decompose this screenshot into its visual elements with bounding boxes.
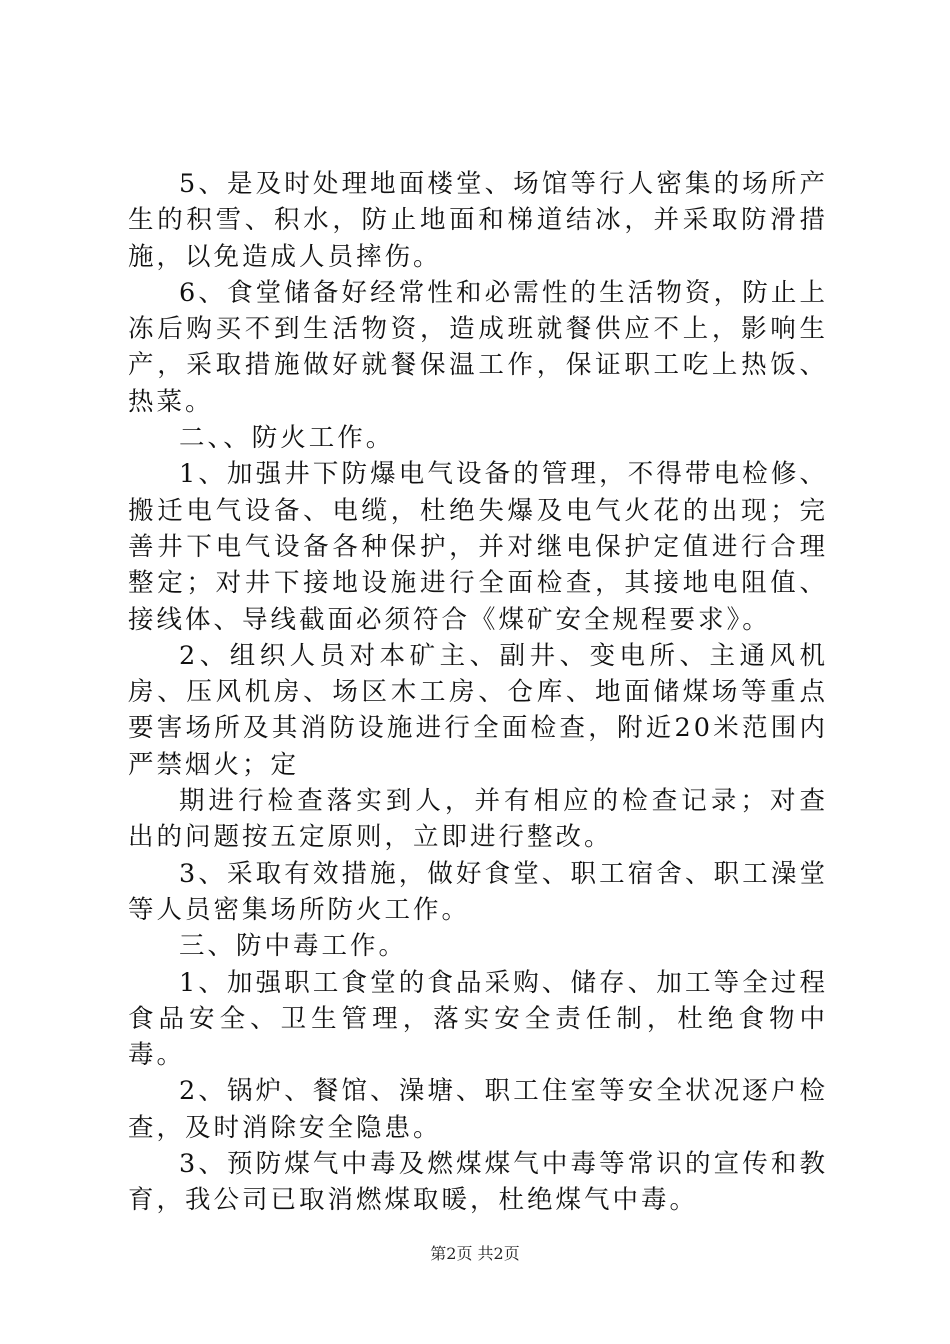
paragraph-poison-item-1-food-safety: 1、加强职工食堂的食品采购、储存、加工等全过程食品安全、卫生管理，落实安全责任制，杜绝食物中毒。 bbox=[128, 967, 828, 1071]
page-number-footer: 第2页 共2页 bbox=[430, 1244, 520, 1263]
paragraph-poison-item-2-boilers: 2、锅炉、餐馆、澡塘、职工住室等安全状况逐户检查，及时消除安全隐患。 bbox=[128, 1076, 828, 1143]
paragraph-fire-item-2-inspection: 2、组织人员对本矿主、副井、变电所、主通风机房、压风机房、场区木工房、仓库、地面储煤场等重点要害场所及其消防设施进行全面检查，附近20米范围内严禁烟火；定 bbox=[128, 640, 828, 780]
section-heading-fire-prevention: 二、、防火工作。 bbox=[179, 423, 395, 454]
paragraph-fire-item-3-dense-areas: 3、采取有效措施，做好食堂、职工宿舍、职工澡堂等人员密集场所防火工作。 bbox=[128, 858, 828, 925]
paragraph-item-6-canteen-supplies: 6、食堂储备好经常性和必需性的生活物资，防止上冻后购买不到生活物资，造成班就餐供应不上，影响生产，采取措施做好就餐保温工作，保证职工吃上热饭、热菜。 bbox=[128, 277, 828, 417]
section-heading-poisoning-prevention: 三、防中毒工作。 bbox=[179, 931, 408, 962]
paragraph-fire-item-2-continued: 期进行检查落实到人，并有相应的检查记录；对查出的问题按五定原则，立即进行整改。 bbox=[128, 786, 828, 853]
paragraph-fire-item-1-electrical: 1、加强井下防爆电气设备的管理，不得带电检修、搬迁电气设备、电缆，杜绝失爆及电气火花的出现；完善井下电气设备各种保护，并对继电保护定值进行合理整定；对井下接地设施进行全面检查，其接地电阻值、接线体、导线截面必须符合《煤矿安全规程要求》。 bbox=[128, 459, 828, 635]
paragraph-item-5-snow-ice: 5、是及时处理地面楼堂、场馆等行人密集的场所产生的积雪、积水，防止地面和梯道结冰，并采取防滑措施，以免造成人员摔伤。 bbox=[128, 169, 828, 272]
paragraph-poison-item-3-gas: 3、预防煤气中毒及燃煤煤气中毒等常识的宣传和教育，我公司已取消燃煤取暖，杜绝煤气中毒。 bbox=[128, 1149, 828, 1216]
document-body bbox=[128, 166, 828, 1219]
